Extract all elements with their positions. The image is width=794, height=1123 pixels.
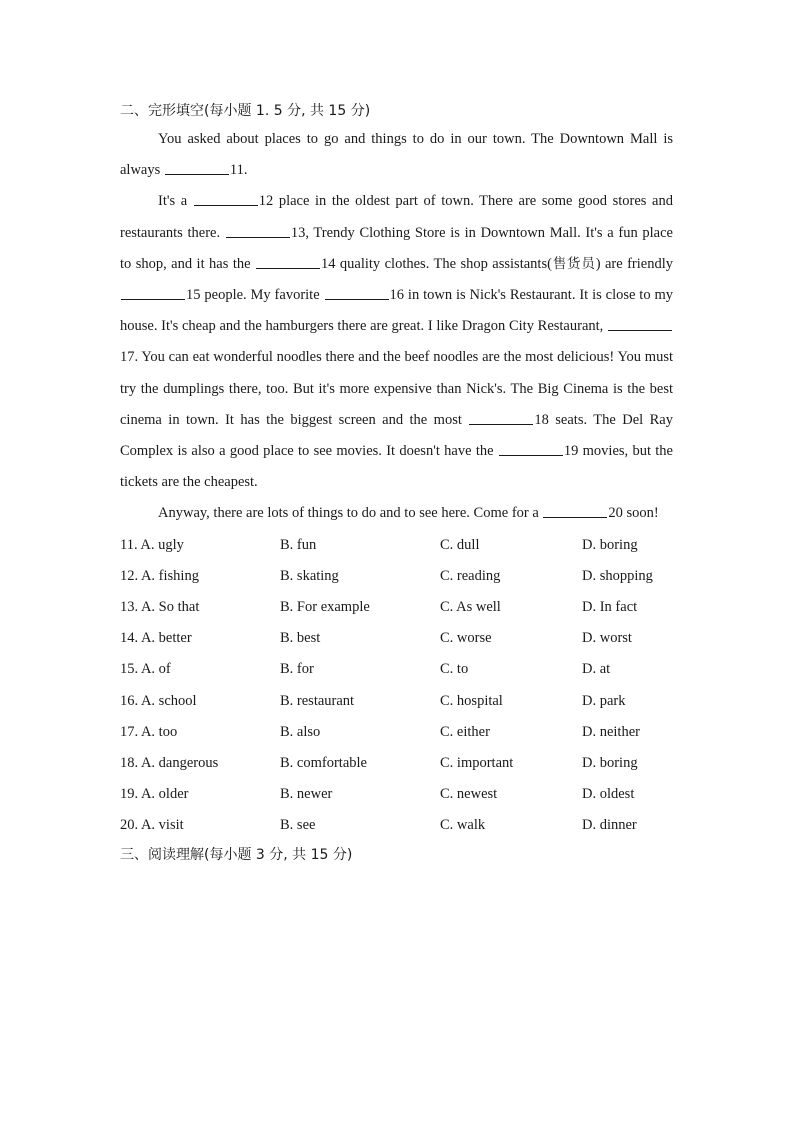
passage-text: 18 seats. The Del Ray Complex is also a good place to see movies. It doesn't have the [120, 411, 673, 460]
option-b: B. restaurant [280, 692, 355, 709]
question-row [120, 810, 673, 841]
blank-14 [256, 254, 320, 269]
passage-text: 11. [229, 162, 248, 179]
option-c: C. newest [440, 786, 498, 803]
option-d: D. at [582, 661, 611, 678]
option-d: D. boring [582, 754, 638, 771]
passage-text: 16 in town is Nick's Restaurant. It is close to my house. It's cheap and the hamburgers there are great. I like Dragon City Restaurant, [120, 287, 673, 335]
passage-paragraph-3 [120, 498, 673, 529]
passage-paragraph-1 [120, 124, 673, 186]
passage-text: 20 soon! [608, 505, 659, 522]
option-a: 14. A. better [120, 630, 192, 647]
blank-12 [194, 191, 258, 206]
question-row [120, 530, 673, 561]
option-c: C. either [440, 723, 490, 740]
option-b: B. fun [280, 536, 317, 553]
question-row [120, 592, 673, 623]
option-d: D. shopping [582, 567, 653, 584]
passage-text: ) are friendly [595, 255, 673, 272]
option-c: C. worse [440, 630, 492, 647]
option-a: 17. A. too [120, 723, 178, 740]
passage-text: Anyway, there are lots of things to do and to see here. Come for a [158, 505, 543, 522]
passage-text: 17. You can eat wonderful noodles there and the beef noodles are the most delicious! You must try the dumplings there, too. But it's more expensive than Nick's. The Big Cinema is the best cinema in town. It has the biggest screen and the most [120, 349, 673, 428]
option-d: D. park [582, 692, 626, 709]
blank-19 [499, 441, 563, 456]
option-a: 18. A. dangerous [120, 754, 219, 771]
option-c: C. important [440, 754, 514, 771]
blank-17 [608, 316, 672, 331]
blank-20 [543, 503, 607, 518]
option-d: D. In fact [582, 599, 638, 616]
option-a: 15. A. of [120, 661, 171, 678]
passage-text: You asked about places to go and things to do in our town. The Downtown Mall is always [120, 131, 673, 179]
passage-text: 14 quality clothes. The shop assistants( [320, 255, 552, 272]
passage-paragraph-2 [120, 186, 673, 498]
cloze-passage [120, 124, 673, 530]
option-c: C. to [440, 661, 469, 678]
passage-text: 13, Trendy Clothing Store is in Downtown Mall. It's a fun place to shop, and it has the [120, 224, 673, 272]
option-c: C. hospital [440, 692, 503, 709]
option-b: B. also [280, 723, 321, 740]
question-row [120, 686, 673, 717]
blank-13 [226, 223, 290, 238]
option-d: D. worst [582, 630, 632, 647]
blank-18 [469, 410, 533, 425]
option-c: C. walk [440, 817, 486, 834]
option-d: D. neither [582, 723, 640, 740]
option-c: C. reading [440, 567, 501, 584]
passage-text: 15 people. My favorite [186, 287, 324, 304]
option-d: D. boring [582, 536, 638, 553]
passage-text: 19 movies, but the tickets are the cheapest. [120, 443, 673, 491]
passage-text: It's a [158, 193, 193, 210]
question-row [120, 623, 673, 654]
question-row [120, 654, 673, 685]
option-b: B. for [280, 661, 314, 678]
passage-text: 12 place in the oldest part of town. There are some good stores and restaurants there. [120, 193, 673, 241]
question-row [120, 717, 673, 748]
option-c: C. dull [440, 536, 480, 553]
question-row [120, 779, 673, 810]
option-a: 13. A. So that [120, 599, 200, 616]
option-a: 20. A. visit [120, 817, 184, 834]
option-a: 19. A. older [120, 786, 189, 803]
option-d: D. oldest [582, 786, 635, 803]
option-b: B. comfortable [280, 754, 367, 771]
option-b: B. newer [280, 786, 333, 803]
option-b: B. For example [280, 599, 370, 616]
option-b: B. see [280, 817, 316, 834]
option-c: C. As well [440, 599, 501, 616]
option-a: 12. A. fishing [120, 567, 199, 584]
exam-page [120, 98, 673, 868]
option-a: 16. A. school [120, 692, 197, 709]
question-row [120, 748, 673, 779]
blank-16 [325, 285, 389, 300]
chinese-gloss: 售货员 [551, 255, 596, 272]
option-b: B. best [280, 630, 321, 647]
option-d: D. dinner [582, 817, 637, 834]
question-row [120, 561, 673, 592]
section-heading-reading: 三、阅读理解(每小题 3 分, 共 15 分) [120, 846, 353, 863]
option-a: 11. A. ugly [120, 536, 184, 553]
section-heading-cloze: 二、完形填空(每小题 1. 5 分, 共 15 分) [120, 103, 371, 119]
blank-15 [121, 285, 185, 300]
answer-options [120, 530, 673, 842]
option-b: B. skating [280, 567, 339, 584]
blank-11 [165, 160, 229, 175]
